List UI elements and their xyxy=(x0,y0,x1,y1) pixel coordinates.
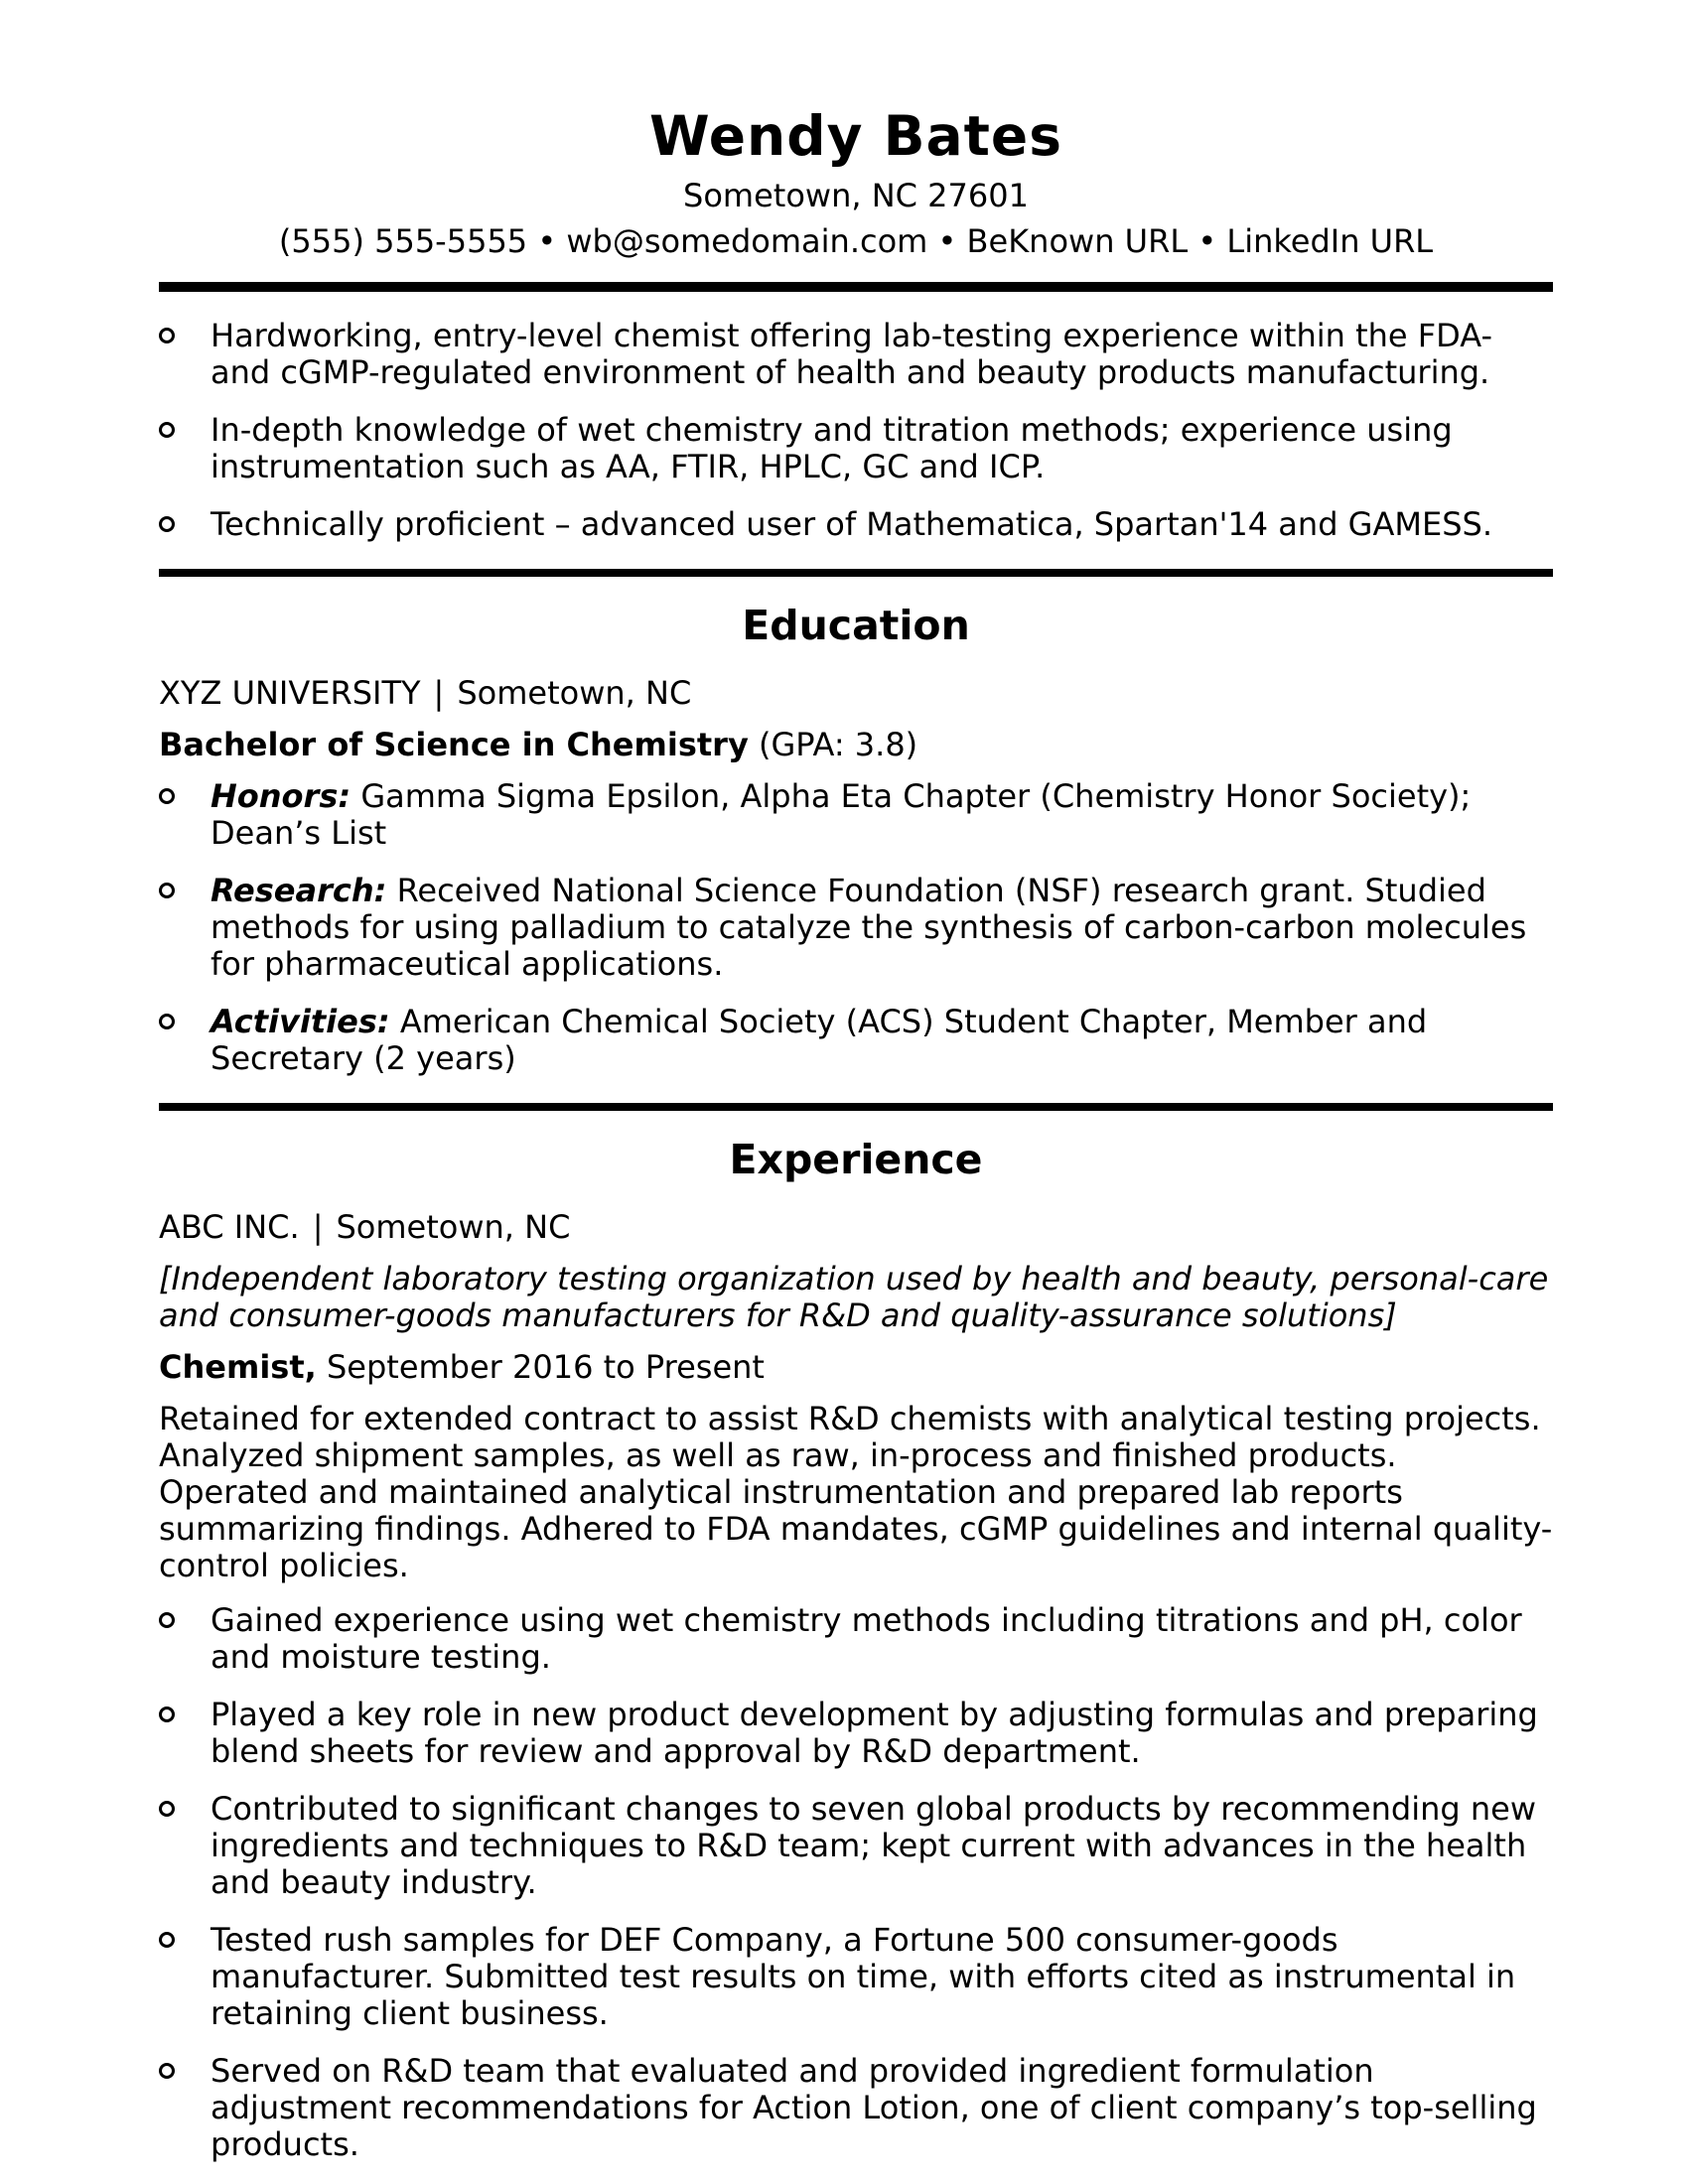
circle-bullet-icon xyxy=(159,883,175,898)
gpa-value: (GPA: 3.8) xyxy=(758,726,918,764)
list-item xyxy=(159,318,1553,391)
education-bullet-text xyxy=(211,778,1553,852)
experience-bullet-text: Gained experience using wet chemistry methods including titrations and pH, color and moisture testing. xyxy=(211,1601,1522,1677)
section-divider xyxy=(159,1103,1553,1111)
education-bullet-text xyxy=(211,873,1553,983)
experience-bullet-text: Contributed to significant changes to seven global products by recommending new ingredients and techniques to R&D team; kept current with advances in the health and beauty industry. xyxy=(211,1790,1536,1902)
experience-bullet-text: Served on R&D team that evaluated and provided ingredient formulation adjustment recommendations for Action Lotion, one of client company’s top-selling products. xyxy=(211,2052,1537,2164)
school-line xyxy=(159,675,1553,712)
list-item xyxy=(159,1602,1553,1676)
circle-bullet-icon xyxy=(159,1801,175,1817)
bullet-body: American Chemical Society (ACS) Student Chapter, Member and Secretary (2 years) xyxy=(211,1003,1428,1078)
resume-header xyxy=(159,103,1553,260)
list-item xyxy=(159,1697,1553,1770)
company-description: [Independent laboratory testing organization used by health and beauty, personal-care and consumer-goods manufacturers for R&D and quality-assurance solutions] xyxy=(159,1260,1549,1335)
bullet-body: Received National Science Foundation (NSF) research grant. Studied methods for using palladium to catalyze the synthesis of carbon-carbon molecules for pharmaceutical applications. xyxy=(211,872,1527,984)
summary-bullet-text: Technically proficient – advanced user of Mathematica, Spartan'14 and GAMESS. xyxy=(211,505,1492,543)
education-section xyxy=(159,603,1553,1077)
job-dates: September 2016 to Present xyxy=(326,1348,765,1387)
school-name: XYZ UNIVERSITY xyxy=(159,674,421,713)
circle-bullet-icon xyxy=(159,1932,175,1948)
experience-list xyxy=(159,1602,1553,2163)
circle-bullet-icon xyxy=(159,2063,175,2079)
list-item xyxy=(159,2053,1553,2163)
experience-bullet-text: Played a key role in new product development by adjusting formulas and preparing blend sheets for review and approval by R&D department. xyxy=(211,1696,1538,1771)
summary-bullet-text: Hardworking, entry-level chemist offering lab-testing experience within the FDA- and cGMP-regulated environment of health and beauty products manufacturing. xyxy=(211,317,1492,391)
job-summary: Retained for extended contract to assist R&D chemists with analytical testing projects. Analyzed shipment samples, as well as raw, in-process and finished products. Operated and maintained analytical instrumentation and prepared lab reports summarizing findings. Adhered to FDA mandates, cGMP guidelines and internal quality-control policies. xyxy=(159,1400,1553,1585)
circle-bullet-icon xyxy=(159,788,175,804)
company-line xyxy=(159,1209,1553,1246)
list-item xyxy=(159,1922,1553,2032)
education-heading: Education xyxy=(742,602,970,649)
separator: | xyxy=(433,674,445,713)
bullet-label: Activities: xyxy=(211,1003,390,1041)
experience-bullet-text: Tested rush samples for DEF Company, a Fortune 500 consumer-goods manufacturer. Submitted test results on time, with efforts cited as instrumental in retaining client business. xyxy=(211,1921,1516,2033)
circle-bullet-icon xyxy=(159,328,175,343)
circle-bullet-icon xyxy=(159,422,175,438)
circle-bullet-icon xyxy=(159,1612,175,1628)
list-item xyxy=(159,778,1553,852)
education-list xyxy=(159,778,1553,1077)
circle-bullet-icon xyxy=(159,1706,175,1722)
header-divider xyxy=(159,282,1553,292)
list-item xyxy=(159,1004,1553,1077)
summary-section xyxy=(159,318,1553,543)
job-title: Chemist, xyxy=(159,1348,317,1387)
candidate-contact-line: (555) 555-5555 • wb@somedomain.com • BeKnown URL • LinkedIn URL xyxy=(278,222,1434,260)
degree-line xyxy=(159,727,1553,763)
company-location: Sometown, NC xyxy=(336,1208,571,1247)
circle-bullet-icon xyxy=(159,1014,175,1029)
list-item xyxy=(159,1791,1553,1901)
section-divider xyxy=(159,569,1553,577)
separator: | xyxy=(312,1208,324,1247)
bullet-label: Honors: xyxy=(211,777,352,816)
list-item xyxy=(159,412,1553,485)
degree-name: Bachelor of Science in Chemistry xyxy=(159,726,749,764)
summary-list xyxy=(159,318,1553,543)
experience-section xyxy=(159,1137,1553,2163)
experience-heading: Experience xyxy=(729,1136,983,1184)
job-title-line xyxy=(159,1349,1553,1386)
list-item xyxy=(159,873,1553,983)
summary-bullet-text: In-depth knowledge of wet chemistry and titration methods; experience using instrumentation such as AA, FTIR, HPLC, GC and ICP. xyxy=(211,411,1453,485)
candidate-location: Sometown, NC 27601 xyxy=(683,177,1029,214)
bullet-body: Gamma Sigma Epsilon, Alpha Eta Chapter (Chemistry Honor Society); Dean’s List xyxy=(211,777,1472,853)
education-bullet-text xyxy=(211,1004,1553,1077)
company-name: ABC INC. xyxy=(159,1208,300,1247)
circle-bullet-icon xyxy=(159,516,175,532)
school-location: Sometown, NC xyxy=(457,674,692,713)
list-item xyxy=(159,506,1553,543)
bullet-label: Research: xyxy=(211,872,387,910)
candidate-name: Wendy Bates xyxy=(649,104,1062,168)
